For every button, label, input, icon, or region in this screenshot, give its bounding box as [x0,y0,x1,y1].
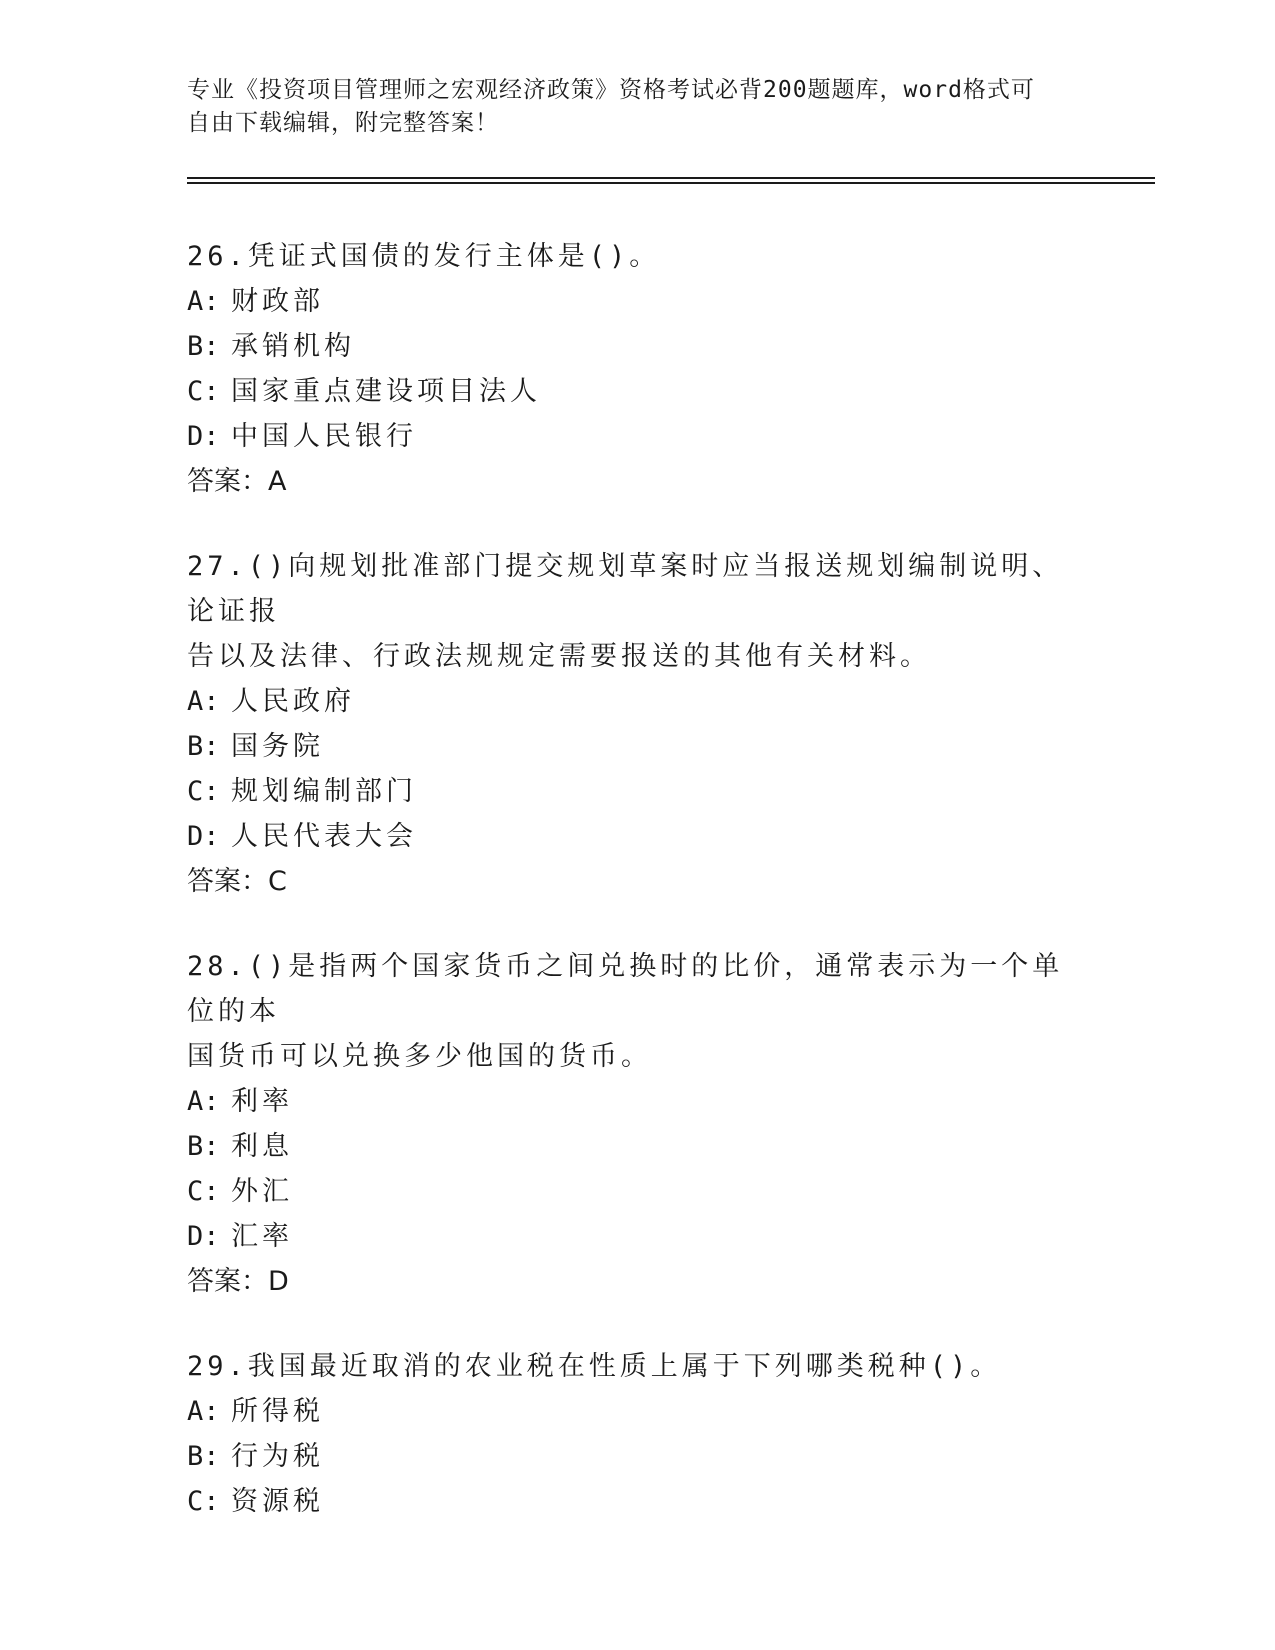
option-text: 利息 [231,1131,293,1162]
question-stem-line: 国货币可以兑换多少他国的货币。 [187,1041,652,1072]
option-letter: C: [187,776,220,807]
answer-key: 答案：A [187,466,287,497]
answer-option [187,1169,1087,1214]
option-text: 国务院 [231,731,324,762]
answer-key: 答案：C [187,866,287,897]
option-text: 人民代表大会 [231,821,417,852]
answer-option [187,814,1087,859]
answer-option [187,279,1087,324]
option-text: 规划编制部门 [231,776,417,807]
question-1 [187,234,1087,504]
question-stem-line: 告以及法律、行政法规规定需要报送的其他有关材料。 [187,641,931,672]
answer-option [187,1214,1087,1259]
question-2 [187,544,1087,904]
option-letter: B: [187,331,220,362]
option-text: 人民政府 [231,686,355,717]
answer-option [187,679,1087,724]
answer-option [187,369,1087,414]
option-text: 行为税 [231,1441,324,1472]
header-line-1: 专业《投资项目管理师之宏观经济政策》资格考试必背200题题库，word格式可 [187,77,1035,103]
answer-key: 答案：D [187,1266,289,1297]
option-text: 财政部 [231,286,324,317]
header-rule-bottom [187,182,1155,184]
question-4 [187,1344,1087,1524]
option-letter: A: [187,286,220,317]
option-letter: C: [187,1486,220,1517]
option-text: 国家重点建设项目法人 [231,376,541,407]
answer-option [187,1434,1087,1479]
option-text: 资源税 [231,1486,324,1517]
header-line-2: 自由下载编辑，附完整答案！ [187,110,499,136]
option-letter: A: [187,1086,220,1117]
option-letter: C: [187,1176,220,1207]
question-list [187,234,1087,1564]
option-letter: B: [187,731,220,762]
option-text: 所得税 [231,1396,324,1427]
answer-option [187,324,1087,369]
option-letter: A: [187,1396,220,1427]
question-stem-line: 28.()是指两个国家货币之间兑换时的比价，通常表示为一个单位的本 [187,951,1064,1027]
option-letter: D: [187,821,220,852]
option-text: 利率 [231,1086,293,1117]
answer-option [187,414,1087,459]
option-letter: A: [187,686,220,717]
answer-option [187,1389,1087,1434]
option-text: 承销机构 [231,331,355,362]
document-header [187,74,1067,140]
option-letter: D: [187,1221,220,1252]
option-letter: D: [187,421,220,452]
option-text: 汇率 [231,1221,293,1252]
question-3 [187,944,1087,1304]
question-stem-line: 27.()向规划批准部门提交规划草案时应当报送规划编制说明、论证报 [187,551,1064,627]
answer-option [187,1079,1087,1124]
header-rule-top [187,177,1155,179]
answer-option [187,769,1087,814]
answer-option [187,724,1087,769]
answer-option [187,1124,1087,1169]
option-text: 外汇 [231,1176,293,1207]
question-stem-line: 26.凭证式国债的发行主体是()。 [187,241,661,272]
question-stem-line: 29.我国最近取消的农业税在性质上属于下列哪类税种()。 [187,1351,1002,1382]
option-letter: B: [187,1441,220,1472]
option-letter: B: [187,1131,220,1162]
answer-option [187,1479,1087,1524]
option-text: 中国人民银行 [231,421,417,452]
option-letter: C: [187,376,220,407]
